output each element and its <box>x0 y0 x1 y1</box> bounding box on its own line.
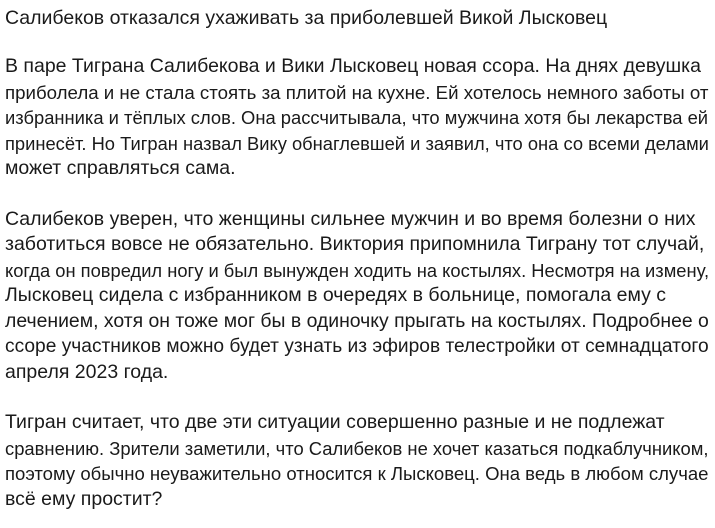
paragraph-line: лечением, хотя он тоже мог бы в одиночку прыгать на костылях. Подробнее о <box>5 309 709 332</box>
paragraph-line: сравнению. Зрители заметили, что Салибеков не хочет казаться подкаблучником, <box>5 437 709 459</box>
article-paragraph-1 <box>5 54 711 182</box>
article-paragraph-3 <box>5 410 711 512</box>
paragraph-line: когда он повредил ногу и был вынужден ходить на костылях. Несмотря на измену, <box>5 259 710 281</box>
paragraph-line: ссоре участников можно будет узнать из эфиров телестройки от семнадцатого <box>5 336 709 357</box>
paragraph-line: В паре Тиграна Салибекова и Вики Лысковец новая ссора. На днях девушка <box>5 55 701 77</box>
paragraph-line: заботиться вовсе не обязательно. Виктория припомнила Тиграну тот случай, <box>5 233 705 255</box>
paragraph-line: может справляться сама. <box>5 157 236 179</box>
paragraph-line: поэтому обычно неуважительно относится к Лысковец. Она ведь в любом случае <box>5 463 709 484</box>
article-paragraph-2 <box>5 207 711 386</box>
paragraph-line: апреля 2023 года. <box>5 360 169 383</box>
paragraph-line: избранника и тёплых слов. Она рассчитывала, что мужчина хотя бы лекарства ей <box>5 107 709 128</box>
paragraph-line: Тигран считает, что две эти ситуации совершенно разные и не подлежат <box>5 411 665 433</box>
paragraph-line: приболела и не стала стоять за плитой на кухне. Ей хотелось немного заботы от <box>5 81 709 103</box>
paragraph-line: принесёт. Но Тигран назвал Вику обнаглевшей и заявил, что она со всеми делами <box>5 132 709 154</box>
paragraph-line: всё ему простит? <box>5 487 163 510</box>
paragraph-line: Салибеков уверен, что женщины сильнее мужчин и во время болезни о них <box>5 207 696 230</box>
article <box>5 0 711 512</box>
article-title: Салибеков отказался ухаживать за приболевшей Викой Лысковец <box>5 7 608 29</box>
paragraph-line: Лысковец сидела с избранником в очередях в больнице, помогала ему с <box>5 284 667 306</box>
